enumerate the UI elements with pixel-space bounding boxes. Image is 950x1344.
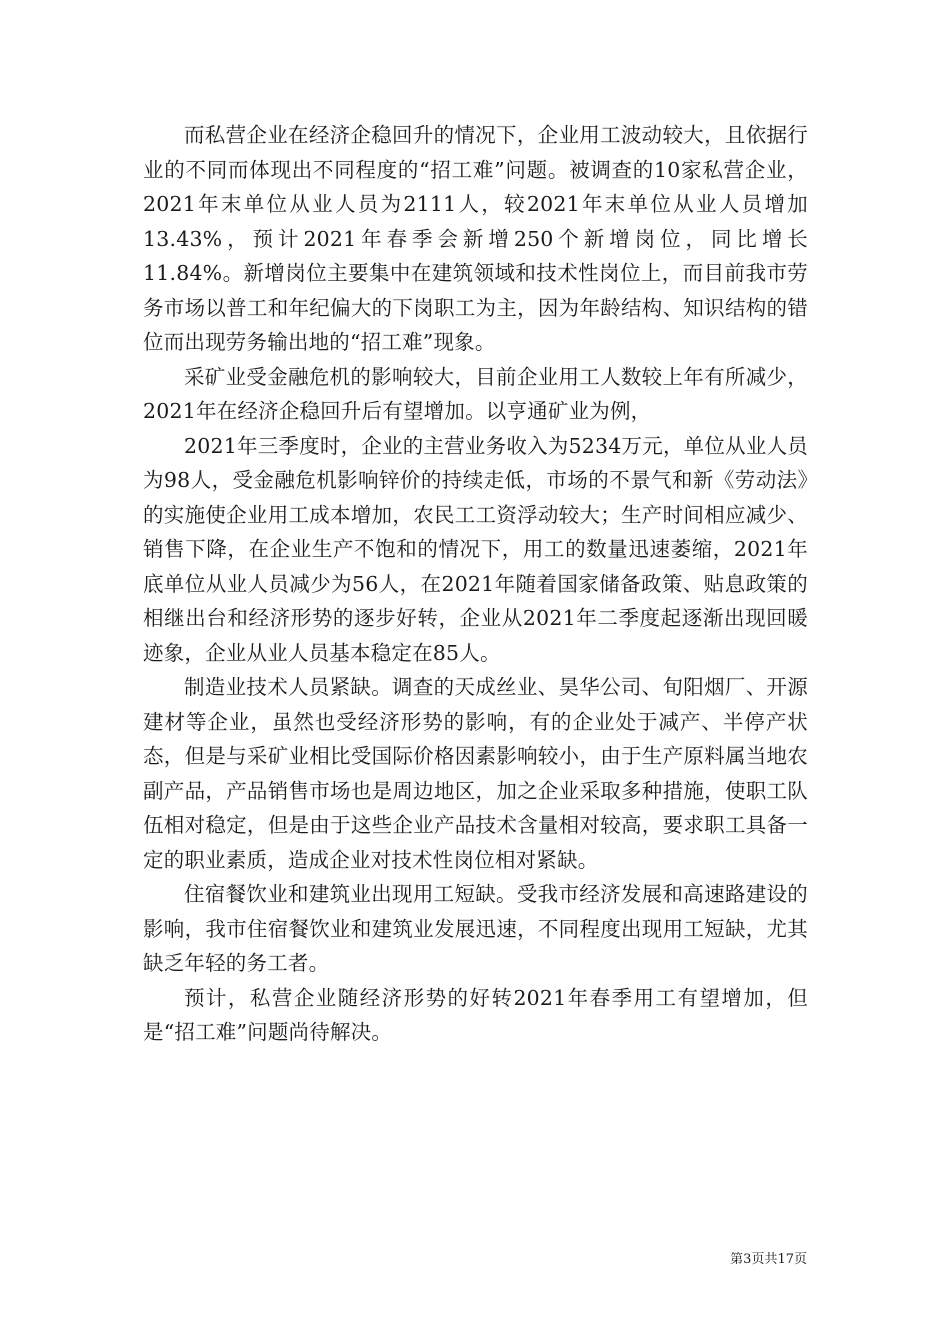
page-number: 第3页共17页: [730, 1252, 807, 1267]
paragraph-hengtong-mining: 2021年三季度时，企业的主营业务收入为5234万元，单位从业人员为98人，受金融危机影响锌价的持续走低，市场的不景气和新《劳动法》的实施使企业用工成本增加，农民工工资浮动较大；生产时间相应减少、销售下降，在企业生产不饱和的情况下，用工的数量迅速萎缩，2021年底单位从业人员减少为56人，在2021年随着国家储备政策、贴息政策的相继出台和经济形势的逐步好转，企业从2021年二季度起逐渐出现回暖迹象，企业从业人员基本稳定在85人。: [143, 433, 808, 665]
paragraph-private-enterprises: 而私营企业在经济企稳回升的情况下，企业用工波动较大，且依据行业的不同而体现出不同程度的“招工难”问题。被调查的10家私营企业，2021年末单位从业人员为2111人，较2021年末单位从业人员增加13.43%，预计2021年春季会新增250个新增岗位，同比增长11.84%。新增岗位主要集中在建筑领域和技术性岗位上，而目前我市劳务市场以普工和年纪偏大的下岗职工为主，因为年龄结构、知识结构的错位而出现劳务输出地的“招工难”现象。: [143, 123, 808, 354]
paragraph-hospitality-construction: 住宿餐饮业和建筑业出现用工短缺。受我市经济发展和高速路建设的影响，我市住宿餐饮业和建筑业发展迅速，不同程度出现用工短缺，尤其缺乏年轻的务工者。: [143, 882, 808, 975]
document-body: [143, 118, 808, 1050]
paragraph-mining-intro: 采矿业受金融危机的影响较大，目前企业用工人数较上年有所减少，2021年在经济企稳回升后有望增加。以亨通矿业为例，: [143, 364, 808, 423]
paragraph-forecast: 预计，私营企业随经济形势的好转2021年春季用工有望增加，但是“招工难”问题尚待解决。: [143, 985, 808, 1044]
paragraph-manufacturing: 制造业技术人员紧缺。调查的天成丝业、昊华公司、旬阳烟厂、开源建材等企业，虽然也受经济形势的影响，有的企业处于减产、半停产状态，但是与采矿业相比受国际价格因素影响较小，由于生产原料属当地农副产品，产品销售市场也是周边地区，加之企业采取多种措施，使职工队伍相对稳定，但是由于这些企业产品技术含量相对较高，要求职工具备一定的职业素质，造成企业对技术性岗位相对紧缺。: [143, 675, 808, 872]
